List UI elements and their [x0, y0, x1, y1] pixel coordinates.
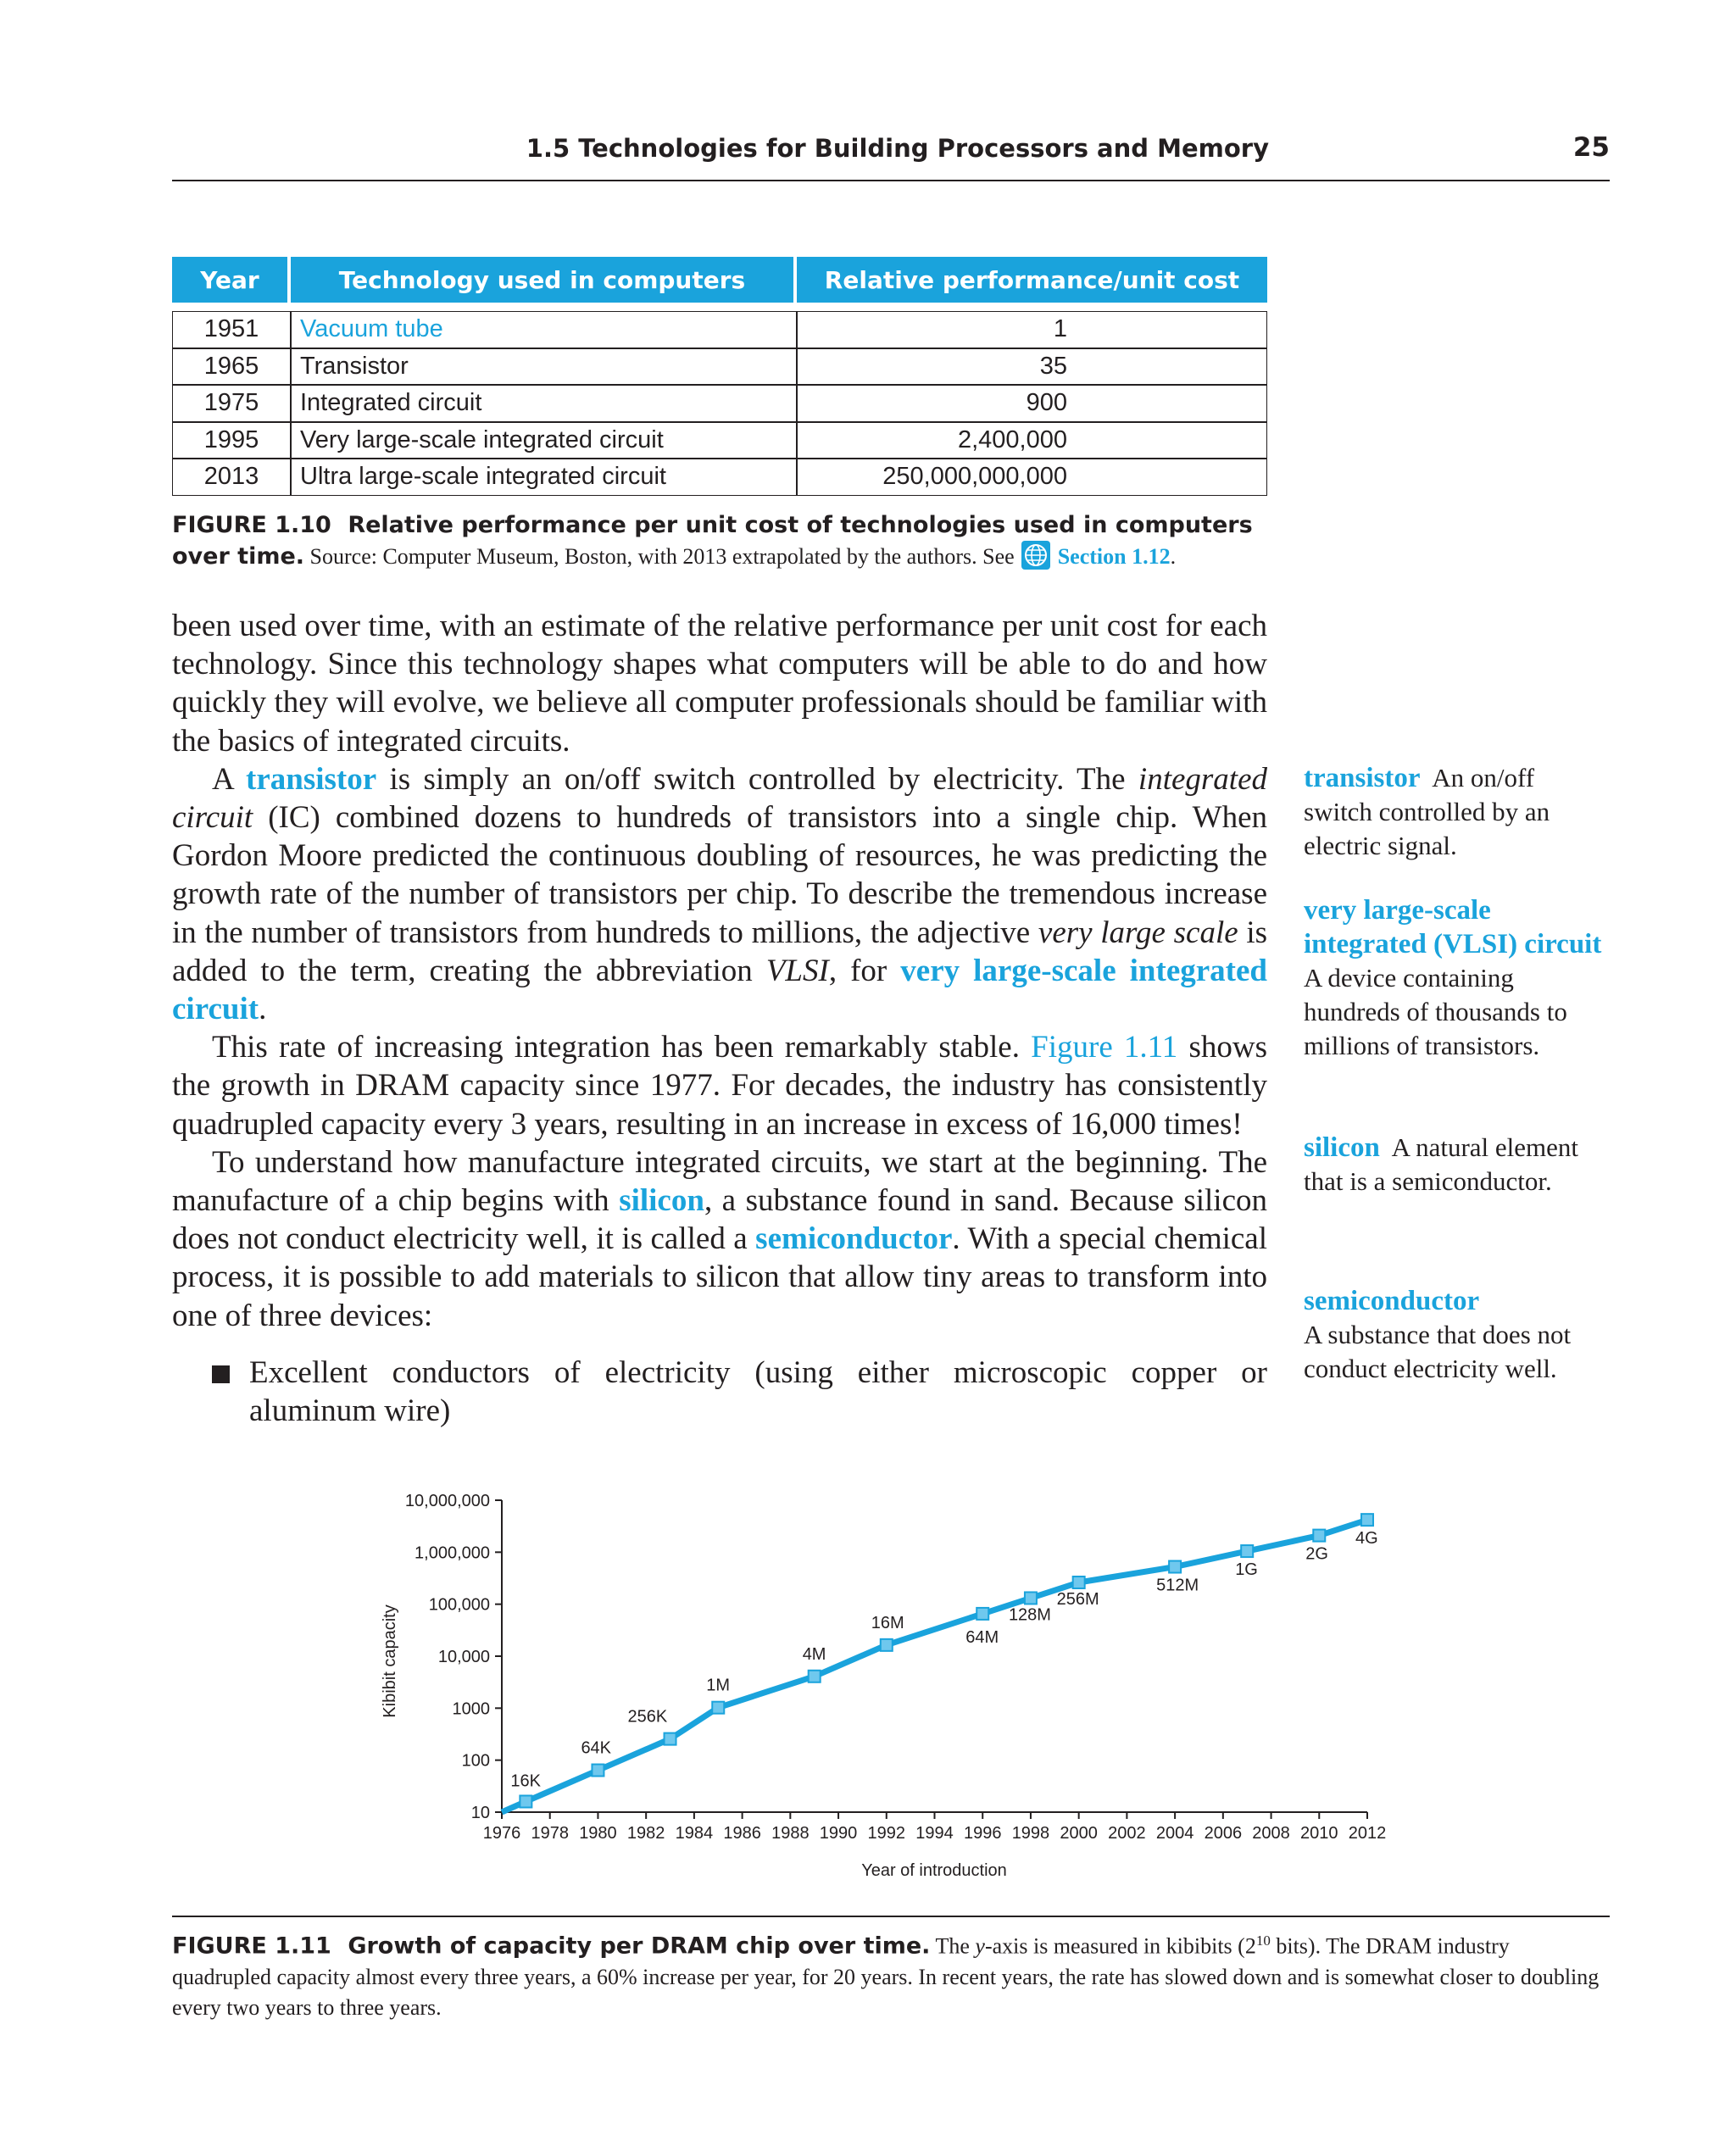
- glossary-entry-vlsi: [1304, 893, 1609, 1063]
- x-tick-label: 1992: [867, 1824, 906, 1843]
- data-point: [592, 1765, 604, 1777]
- y-tick-label: 100,000: [428, 1595, 490, 1615]
- data-point: [1169, 1561, 1181, 1573]
- x-tick-label: 1986: [723, 1824, 761, 1843]
- data-point: [1025, 1592, 1037, 1604]
- y-tick-label: 10: [470, 1804, 490, 1822]
- x-tick-label: 2010: [1300, 1824, 1338, 1843]
- silicon-term-link[interactable]: silicon: [619, 1183, 704, 1219]
- figure-1-11-link[interactable]: Figure 1.11: [1031, 1030, 1178, 1065]
- semiconductor-term-link[interactable]: semiconductor: [755, 1221, 953, 1257]
- paragraph: This rate of increasing integration has been remarkably stable. Figure 1.11 shows the growth in DRAM capacity since 1977. For decades, the industry has consistently quadrupled capacity every 3 years, resulting in an increase in excess of 16,000 times!: [172, 1030, 1267, 1142]
- paragraph: A transistor is simply an on/off switch controlled by electricity. The integrated circuit (IC) combined dozens to hundreds of transistors into a single chip. When Gordon Moore predicted the continuous doubling of resources, he was predicting the growth rate of the number of transistors per chip. To describe the tremendous increase in the number of transistors from hundreds to millions, the adjective very large scale is added to the term, creating the abbreviation VLSI, for very large-scale integrated circuit.: [172, 761, 1268, 1027]
- performance-cell: 250,000,000,000: [797, 459, 1267, 496]
- x-tick-label: 1980: [579, 1824, 617, 1843]
- x-tick-label: 1978: [531, 1824, 569, 1843]
- data-label: 512M: [1156, 1576, 1199, 1595]
- table-row: [172, 311, 1267, 348]
- data-label: 1G: [1235, 1560, 1258, 1580]
- paragraph: been used over time, with an estimate of the relative performance per unit cost for each technology. Since this technology shapes what computers will be able to do and how quickly they will evolve, we believe all computer professionals should be familiar with the basics of integrated circuits.: [172, 609, 1267, 759]
- year-cell: 1995: [172, 422, 291, 459]
- data-point: [1241, 1545, 1253, 1557]
- running-header: [172, 132, 1610, 181]
- year-cell: 1975: [172, 385, 291, 422]
- x-tick-label: 1976: [482, 1824, 521, 1843]
- data-label: 4G: [1355, 1529, 1378, 1549]
- column-header-technology: Technology used in computers: [291, 257, 797, 303]
- table-row: [172, 459, 1267, 496]
- table-row: [172, 385, 1267, 422]
- figure-title: Relative performance per unit cost of technologies used in computers over time.: [172, 512, 1253, 570]
- body-text: [172, 607, 1267, 1430]
- chart-markers: [520, 1514, 1373, 1807]
- square-bullet-icon: [212, 1365, 230, 1383]
- x-tick-label: 1984: [675, 1824, 714, 1843]
- technology-cell: Ultra large-scale integrated circuit: [291, 459, 797, 496]
- table-row: [172, 348, 1267, 386]
- data-point: [1313, 1530, 1325, 1542]
- glossary-entry-semiconductor: [1304, 1284, 1609, 1386]
- performance-cell: 35: [797, 348, 1267, 386]
- caption-end: .: [1170, 544, 1177, 569]
- technology-table: [172, 257, 1267, 496]
- glossary-definition: A substance that does not conduct electricity well.: [1304, 1320, 1572, 1383]
- x-axis-label: Year of introduction: [861, 1861, 1007, 1880]
- glossary-term: silicon: [1304, 1132, 1380, 1163]
- glossary-definition: An on/off switch controlled by an electric signal.: [1304, 763, 1550, 860]
- technology-cell: Transistor: [291, 348, 797, 386]
- performance-cell: 900: [797, 385, 1267, 422]
- data-label: 4M: [802, 1644, 826, 1664]
- x-tick-label: 1996: [963, 1824, 1002, 1843]
- glossary-definition: A natural element that is a semiconductor.: [1304, 1132, 1579, 1196]
- dram-capacity-chart: [373, 1475, 1407, 1890]
- x-tick-label: 2006: [1204, 1824, 1243, 1843]
- chart-axes: [502, 1500, 1367, 1812]
- data-label: 1M: [706, 1676, 731, 1695]
- data-label: 256K: [627, 1707, 668, 1727]
- data-point: [881, 1639, 893, 1651]
- figure-1-11-caption: FIGURE 1.11 Growth of capacity per DRAM chip over time. The y-axis is measured in kibibits ($2^{10}$ bits). The DRAM industry quadrupled capacity almost every three years, a 60% increase per year, for 20 years. In recent years, the rate has slowed down and is somewhat closer to doubling every two years to three years.: [172, 1916, 1610, 2023]
- x-tick-label: 1998: [1011, 1824, 1050, 1843]
- glossary-entry-silicon: [1304, 1131, 1609, 1198]
- vacuum-tube-link[interactable]: Vacuum tube: [291, 311, 797, 348]
- data-point: [520, 1795, 531, 1807]
- x-tick-label: 1982: [626, 1824, 665, 1843]
- y-tick-label: 10,000,000: [404, 1492, 490, 1510]
- list-item: Excellent conductors of electricity (using either microscopic copper or aluminum wire): [172, 1354, 1267, 1430]
- transistor-term-link[interactable]: transistor: [246, 761, 377, 797]
- performance-cell: 2,400,000: [797, 422, 1267, 459]
- data-label: 2G: [1305, 1544, 1328, 1564]
- x-tick-label: 2012: [1348, 1824, 1387, 1843]
- y-axis-label: Kibibit capacity: [381, 1604, 399, 1718]
- data-point: [665, 1733, 676, 1745]
- year-cell: 1951: [172, 311, 291, 348]
- paragraph: To understand how manufacture integrated circuits, we start at the beginning. The manufacture of a chip begins with silicon, a substance found in sand. Because silicon does not conduct electricity well, it is called a semiconductor. With a special chemical process, it is possible to add materials to silicon that allow tiny areas to transform into one of three devices:: [172, 1144, 1268, 1333]
- y-tick-label: 1,000,000: [415, 1543, 490, 1563]
- x-tick-label: 1990: [819, 1824, 858, 1843]
- x-tick-label: 2004: [1155, 1824, 1194, 1843]
- data-label: 64M: [965, 1627, 999, 1647]
- globe-icon[interactable]: [1021, 541, 1050, 570]
- vlsi-term-link[interactable]: very large-scale integrated circuit: [172, 953, 1267, 1027]
- section-1-12-link[interactable]: Section 1.12: [1057, 544, 1171, 569]
- page-number: 25: [1572, 132, 1610, 163]
- bullet-list: [172, 1354, 1267, 1430]
- data-point: [1073, 1577, 1085, 1588]
- figure-label: FIGURE 1.10: [172, 512, 331, 538]
- x-tick-label: 1988: [771, 1824, 810, 1843]
- data-point: [809, 1671, 821, 1682]
- column-header-year: Year: [172, 257, 291, 303]
- data-point: [1361, 1514, 1373, 1526]
- table-header-row: [172, 257, 1267, 303]
- figure-source: Source: Computer Museum, Boston, with 2013 extrapolated by the authors. See: [309, 544, 1015, 569]
- x-tick-label: 2008: [1252, 1824, 1290, 1843]
- data-point: [712, 1702, 724, 1714]
- technology-cell: Very large-scale integrated circuit: [291, 422, 797, 459]
- x-tick-label: 1994: [915, 1824, 954, 1843]
- figure-label: FIGURE 1.11: [172, 1932, 331, 1960]
- table-row: [172, 422, 1267, 459]
- data-label: 16K: [510, 1771, 541, 1791]
- data-point: [976, 1608, 988, 1620]
- section-title: 1.5 Technologies for Building Processors and Memory: [526, 134, 1269, 163]
- y-tick-label: 10,000: [437, 1648, 490, 1666]
- glossary-entry-transistor: [1304, 761, 1609, 863]
- glossary-definition: A device containing hundreds of thousands to millions of transistors.: [1304, 963, 1567, 1060]
- glossary-term: semiconductor: [1304, 1286, 1480, 1316]
- figure-1-10-caption: [172, 510, 1270, 572]
- x-tick-label: 2002: [1108, 1824, 1146, 1843]
- performance-cell: 1: [797, 311, 1267, 348]
- y-tick-label: 1000: [452, 1699, 490, 1719]
- glossary-term: transistor: [1304, 763, 1421, 793]
- glossary-term: very large-scale integrated (VLSI) circuit: [1304, 895, 1602, 959]
- technology-cell: Integrated circuit: [291, 385, 797, 422]
- x-tick-label: 2000: [1060, 1824, 1098, 1843]
- year-cell: 1965: [172, 348, 291, 386]
- data-label: 64K: [581, 1738, 612, 1758]
- y-tick-label: 100: [461, 1751, 490, 1771]
- year-cell: 2013: [172, 459, 291, 496]
- data-label: 256M: [1056, 1589, 1099, 1609]
- column-header-performance: Relative performance/unit cost: [797, 257, 1267, 303]
- data-label: 128M: [1008, 1605, 1051, 1625]
- figure-title: Growth of capacity per DRAM chip over time.: [348, 1932, 931, 1960]
- data-label: 16M: [871, 1613, 904, 1632]
